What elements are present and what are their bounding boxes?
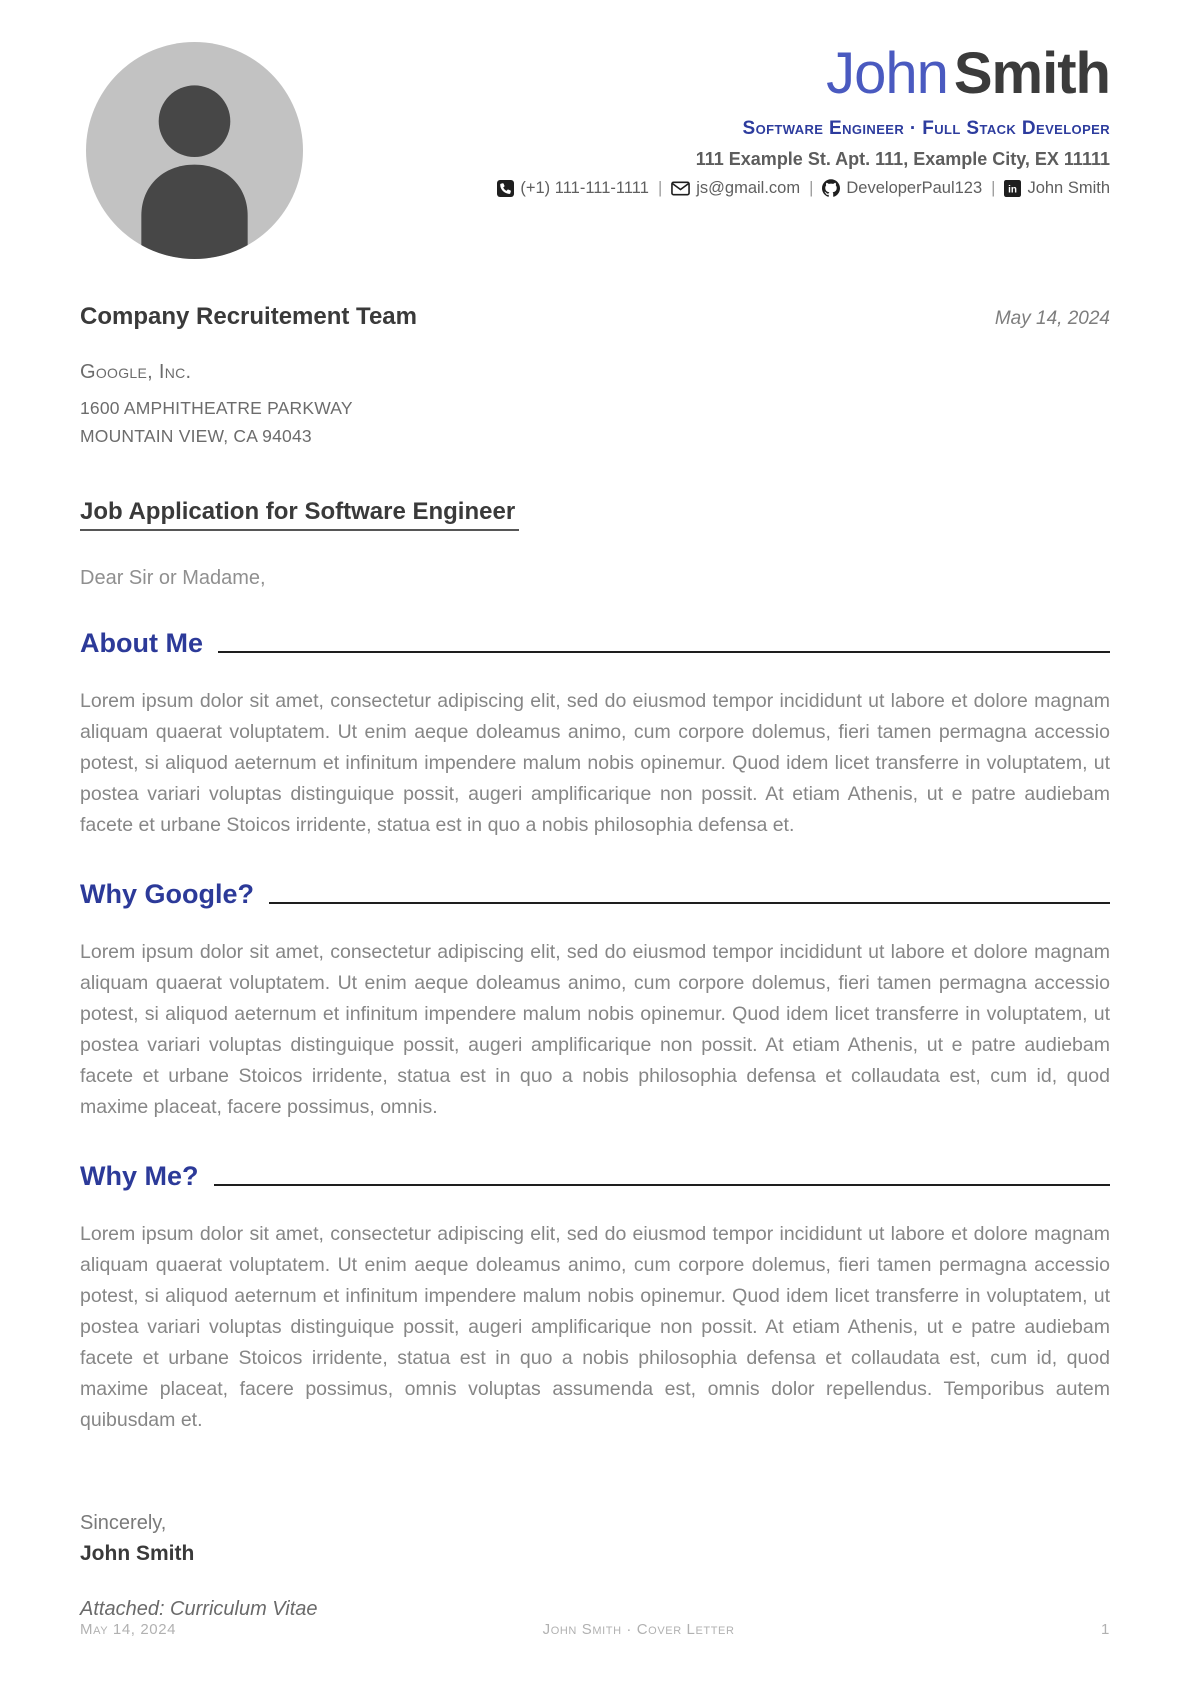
contact-separator: | bbox=[657, 178, 663, 197]
last-name: Smith bbox=[953, 41, 1110, 106]
header-identity bbox=[303, 41, 1110, 198]
header bbox=[80, 42, 1110, 259]
email-address[interactable]: js@gmail.com bbox=[696, 178, 801, 197]
letter-subject: Job Application for Software Engineer bbox=[80, 498, 519, 531]
page-title bbox=[303, 41, 1110, 106]
linkedin-icon bbox=[1004, 180, 1021, 197]
recipient-name: Company Recruitement Team bbox=[80, 303, 417, 330]
heading-rule bbox=[269, 902, 1110, 905]
closing-block bbox=[80, 1512, 1110, 1566]
section-about-me bbox=[80, 628, 1110, 841]
recipient-row bbox=[80, 303, 1110, 331]
heading-rule bbox=[218, 651, 1110, 654]
envelope-icon bbox=[671, 181, 690, 196]
section-title: Why Google? bbox=[80, 879, 254, 909]
section-heading bbox=[80, 879, 1110, 910]
svg-text:in: in bbox=[1008, 184, 1018, 196]
contact-line bbox=[303, 179, 1110, 198]
company-address-block bbox=[80, 361, 1110, 450]
salutation: Dear Sir or Madame, bbox=[80, 567, 266, 589]
section-body: Lorem ipsum dolor sit amet, consectetur adipiscing elit, sed do eiusmod tempor incididunt ut labore et dolore magnam aliquam quaerat voluptatem. Ut enim aeque doleamus animo, cum corpore dolemus, fieri tamen permagna accessio potest, si aliquod aeternum et infinitum impendere malum nobis opinemur. Quod idem licet transferre in voluptatem, ut postea variari voluptas distinguique possit, augeri amplificarique non possit. At etiam Athenis, ut e patre audiebam facete et urbane Stoicos irridente, statua est in quo a nobis philosophia defensa et collaudata est, cum id, quod maxime placeat, facere possimus, omnis voluptas assumenda est, omnis dolor repellendus. Temporibus autem quibusdam et. bbox=[80, 1223, 1110, 1431]
phone-square-icon bbox=[497, 180, 514, 197]
section-title: Why Me? bbox=[80, 1161, 199, 1191]
phone-number[interactable]: (+1) 111-111-1111 bbox=[520, 178, 649, 197]
linkedin-name[interactable]: John Smith bbox=[1027, 178, 1110, 197]
footer-page-number: 1 bbox=[1101, 1621, 1110, 1638]
section-title: About Me bbox=[80, 628, 203, 658]
email-item bbox=[671, 179, 800, 198]
github-item bbox=[822, 179, 982, 198]
company-address-line2: MOUNTAIN VIEW, CA 94043 bbox=[80, 426, 312, 446]
company-name: Google, Inc. bbox=[80, 361, 192, 383]
github-icon bbox=[822, 179, 840, 197]
subject-wrap bbox=[80, 498, 1110, 531]
signature-name: John Smith bbox=[80, 1542, 195, 1565]
job-tagline: Software Engineer · Full Stack Developer bbox=[742, 117, 1110, 139]
footer-doc-title: John Smith · Cover Letter bbox=[542, 1621, 735, 1638]
section-heading bbox=[80, 1161, 1110, 1192]
section-why-me bbox=[80, 1161, 1110, 1436]
section-body: Lorem ipsum dolor sit amet, consectetur adipiscing elit, sed do eiusmod tempor incididunt ut labore et dolore magnam aliquam quaerat voluptatem. Ut enim aeque doleamus animo, cum corpore dolemus, fieri tamen permagna accessio potest, si aliquod aeternum et infinitum impendere malum nobis opinemur. Quod idem licet transferre in voluptatem, ut postea variari voluptas distinguique possit, augeri amplificarique non possit. At etiam Athenis, ut e patre audiebam facete et urbane Stoicos irridente, statua est in quo a nobis philosophia defensa et. bbox=[80, 690, 1110, 836]
heading-rule bbox=[214, 1184, 1111, 1187]
linkedin-item bbox=[1004, 179, 1110, 198]
contact-separator: | bbox=[809, 178, 814, 197]
contact-separator: | bbox=[991, 178, 996, 197]
attachment-note: Attached: Curriculum Vitae bbox=[80, 1598, 318, 1620]
first-name: John bbox=[826, 41, 948, 106]
valediction: Sincerely, bbox=[80, 1512, 167, 1534]
company-address bbox=[80, 394, 1110, 450]
avatar bbox=[86, 42, 303, 259]
section-why-google bbox=[80, 879, 1110, 1123]
section-heading bbox=[80, 628, 1110, 659]
github-username[interactable]: DeveloperPaul123 bbox=[846, 178, 983, 197]
page-footer bbox=[80, 1621, 1110, 1638]
company-address-line1: 1600 AMPHITHEATRE PARKWAY bbox=[80, 398, 353, 418]
street-address: 111 Example St. Apt. 111, Example City, EX 11111 bbox=[695, 148, 1110, 169]
footer-date: May 14, 2024 bbox=[80, 1621, 177, 1638]
letter-date: May 14, 2024 bbox=[994, 308, 1110, 329]
phone-item bbox=[497, 179, 649, 198]
section-body: Lorem ipsum dolor sit amet, consectetur adipiscing elit, sed do eiusmod tempor incididunt ut labore et dolore magnam aliquam quaerat voluptatem. Ut enim aeque doleamus animo, cum corpore dolemus, fieri tamen permagna accessio potest, si aliquod aeternum et infinitum impendere malum nobis opinemur. Quod idem licet transferre in voluptatem, ut postea variari voluptas distinguique possit, augeri amplificarique non possit. At etiam Athenis, ut e patre audiebam facete et urbane Stoicos irridente, statua est in quo a nobis philosophia defensa et collaudata est, cum id, quod maxime placeat, facere possimus, omnis. bbox=[80, 941, 1110, 1118]
